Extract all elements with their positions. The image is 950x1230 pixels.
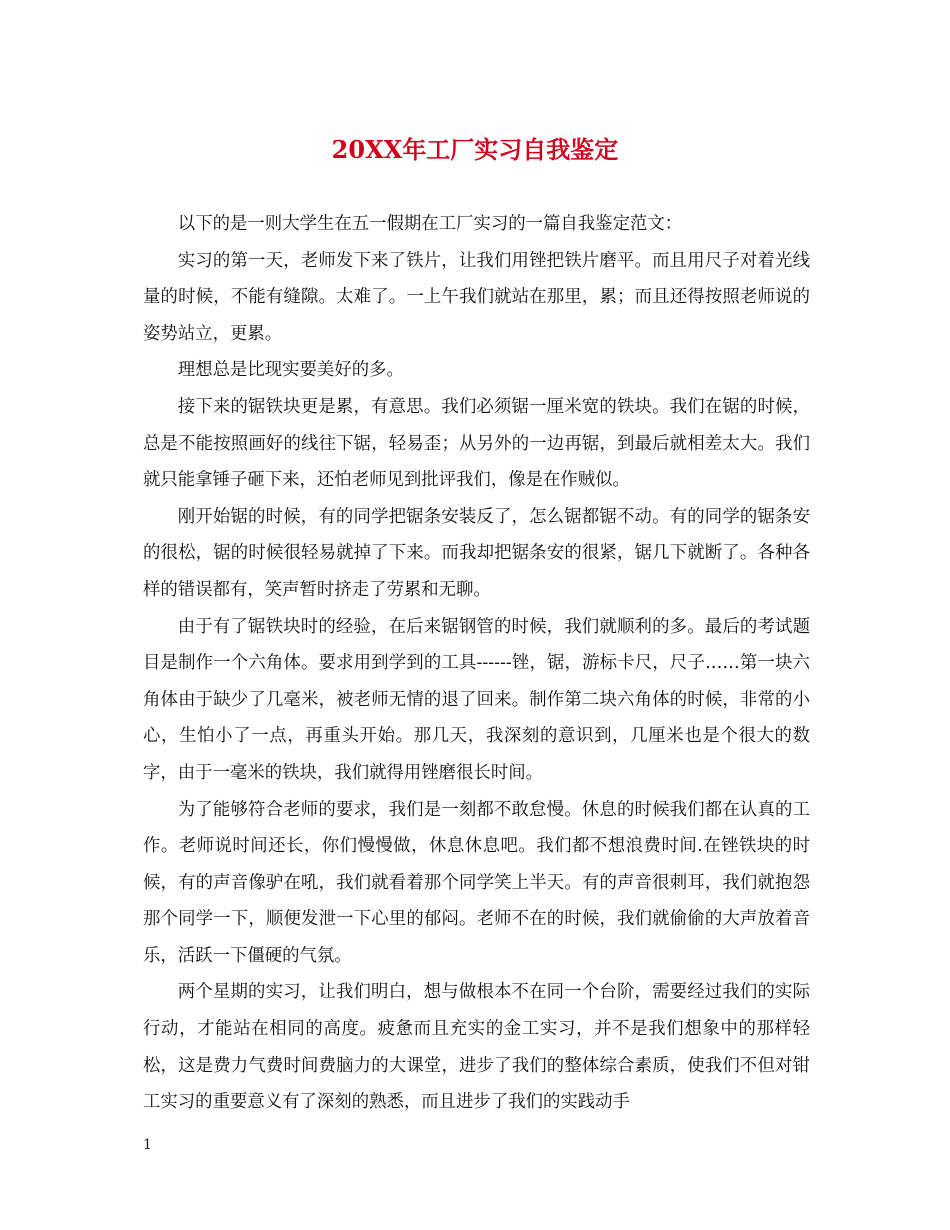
- paragraph: 理想总是比现实要美好的多。: [177, 360, 404, 381]
- paragraph: 刚开始锯的时候，有的同学把锯条安装反了，怎么锯都锯不动。有的同学的锯条安的很松，锯的时候很轻易就掉了下来。而我却把锯条安的很紧，锯几下就断了。各种各样的错误都有，笑声暂时挤走了劳累和无聊。: [143, 506, 810, 600]
- paragraph: 实习的第一天，老师发下来了铁片，让我们用锉把铁片磨平。而且用尺子对着光线量的时候，不能有缝隙。太难了。一上午我们就站在那里，累；而且还得按照老师说的姿势站立，更累。: [143, 250, 810, 344]
- paragraph: 两个星期的实习，让我们明白，想与做根本不在同一个台阶，需要经过我们的实际行动，才能站在相同的高度。疲惫而且充实的金工实习，并不是我们想象中的那样轻松，这是费力气费时间费脑力的大课堂，进步了我们的整体综合素质，使我们不但对钳工实习的重要意义有了深刻的熟悉，而且进步了我们的实践动手: [143, 982, 810, 1113]
- page-number: 1: [143, 1137, 152, 1153]
- paragraph: 以下的是一则大学生在五一假期在工厂实习的一篇自我鉴定范文：: [177, 214, 683, 234]
- paragraph: 为了能够符合老师的要求，我们是一刻都不敢怠慢。休息的时候我们都在认真的工作。老师说时间还长，你们慢慢做，休息休息吧。我们都不想浪费时间.在锉铁块的时候，有的声音像驴在吼，我们就看着那个同学笑上半天。有的声音很刺耳，我们就抱怨那个同学一下，顺便发泄一下心里的郁闷。老师不在的时候，我们就偷偷的大声放着音乐，活跃一下僵硬的气氛。: [143, 799, 810, 966]
- paragraph: 由于有了锯铁块时的经验，在后来锯钢管的时候，我们就顺利的多。最后的考试题目是制作一个六角体。要求用到学到的工具------锉，锯，游标卡尺，尺子……第一块六角体由于缺少了几毫米，被老师无情的退了回来。制作第二块六角体的时候，非常的小心，生怕小了一点，再重头开始。那几天，我深刻的意识到，几厘米也是个很大的数字，由于一毫米的铁块，我们就得用锉磨很长时间。: [143, 616, 810, 783]
- document-title: 20XX年工厂实习自我鉴定: [331, 135, 619, 164]
- document-body: [143, 206, 810, 1121]
- paragraph: 接下来的锯铁块更是累，有意思。我们必须锯一厘米宽的铁块。我们在锯的时候，总是不能按照画好的线往下锯，轻易歪；从另外的一边再锯，到最后就相差太大。我们就只能拿锤子砸下来，还怕老师见到批评我们，像是在作贼似。: [143, 396, 810, 491]
